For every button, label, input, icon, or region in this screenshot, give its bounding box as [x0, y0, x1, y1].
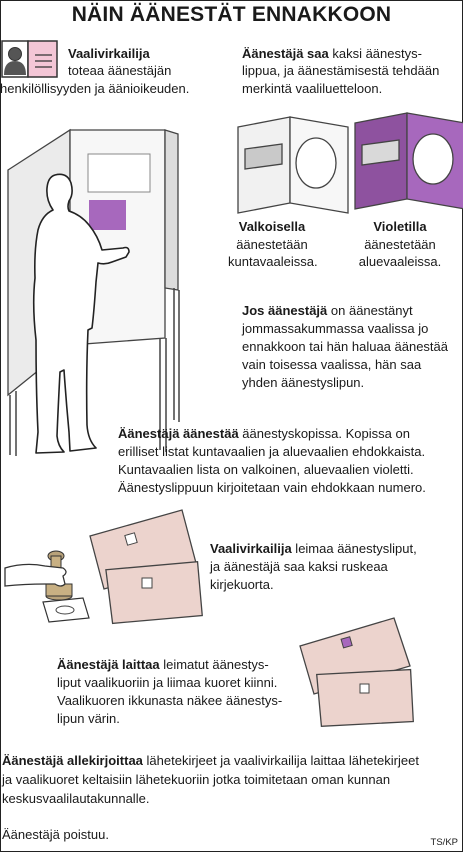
step4-text [118, 425, 410, 443]
step5-rest1: leimaa äänestysliput, [291, 541, 417, 556]
ballot-white-icon [235, 117, 351, 215]
step8-text: Äänestäjä poistuu. [2, 827, 109, 842]
step5-text [210, 540, 417, 558]
voter-silhouette-icon [8, 170, 138, 460]
step2-bold: Äänestäjä saa [242, 46, 329, 61]
violet-ballot-caption [355, 218, 445, 271]
white-ballot-line2: kuntavaaleissa. [228, 254, 318, 269]
stamp-icon [5, 540, 95, 625]
step2-line3: merkintä vaaliluetteloon. [242, 81, 383, 96]
envelope-icon [86, 508, 206, 623]
step3-bold: Jos äänestäjä [242, 303, 328, 318]
credit: TS/KP [430, 837, 458, 848]
step3-line4: vain toisessa vaalissa, hän saa [242, 357, 422, 372]
step2-rest1: kaksi äänestys- [328, 46, 422, 61]
step7-bold: Äänestäjä allekirjoittaa [2, 753, 143, 768]
step1-text [68, 45, 150, 63]
step7-rest1: lähetekirjeet ja vaalivirkailija laittaa lähetekirjeet [142, 753, 419, 768]
step5-line2: ja äänestäjä saa kaksi ruskeaa [210, 559, 388, 574]
step1-bold: Vaalivirkailija [68, 46, 150, 61]
violet-ballot-bold: Violetilla [373, 219, 427, 234]
step7-line3: keskusvaalilautakunnalle. [2, 791, 150, 806]
step3-line2: jommassakummassa vaalissa jo [242, 321, 429, 336]
step2-line2: lippua, ja äänestämisestä tehdään [242, 63, 440, 78]
white-ballot-caption [228, 218, 316, 271]
step4-line2: erilliset listat kuntavaalien ja aluevaalien ehdokkaista. [118, 444, 426, 459]
step6-line3: Vaalikuoren ikkunasta näkee äänestys- [57, 693, 283, 708]
step4-rest1: äänestyskopissa. Kopissa on [238, 426, 410, 441]
violet-ballot-line2: aluevaaleissa. [358, 254, 442, 269]
step2-text [242, 45, 422, 63]
step7-text [2, 752, 419, 770]
step6-line2: liput vaalikuoriin ja liimaa kuoret kiinni. [57, 675, 278, 690]
step3-line5: yhden äänestyslipun. [242, 375, 365, 390]
violet-ballot-line1: äänestetään [364, 236, 436, 252]
envelope-with-window-icon [298, 618, 433, 728]
step4-bold: Äänestäjä äänestää [118, 426, 239, 441]
white-ballot-line1: äänestetään [236, 236, 308, 252]
step1-line2: henkilöllisyyden ja äänioikeuden. [0, 81, 190, 96]
step7-line2: ja vaalikuoret keltaisiin lähetekuoriin jotka toimitetaan oman kunnan [2, 772, 391, 787]
step3-rest1: on äänestänyt [327, 303, 413, 318]
page-title: NÄIN ÄÄNESTÄT ENNAKKOON [71, 3, 392, 26]
step3-text [242, 302, 413, 320]
step4-line3: Kuntavaalien lista on valkoinen, aluevaalien violetti. [118, 462, 414, 477]
step6-text [57, 656, 269, 674]
step6-line4: lipun värin. [57, 711, 120, 726]
step6-bold: Äänestäjä laittaa [57, 657, 160, 672]
step4-line4: Äänestyslippuun kirjoitetaan vain ehdokkaan numero. [118, 480, 426, 495]
step1-line1: toteaa äänestäjän [68, 63, 172, 78]
step6-rest1: leimatut äänestys- [159, 657, 269, 672]
white-ballot-bold: Valkoisella [238, 219, 306, 234]
ballot-violet-icon [352, 113, 463, 211]
step5-line3: kirjekuorta. [210, 577, 274, 592]
id-card-icon [1, 40, 59, 78]
step5-bold: Vaalivirkailija [210, 541, 292, 556]
step3-line3: ennakkoon tai hän haluaa äänestää [242, 339, 449, 354]
